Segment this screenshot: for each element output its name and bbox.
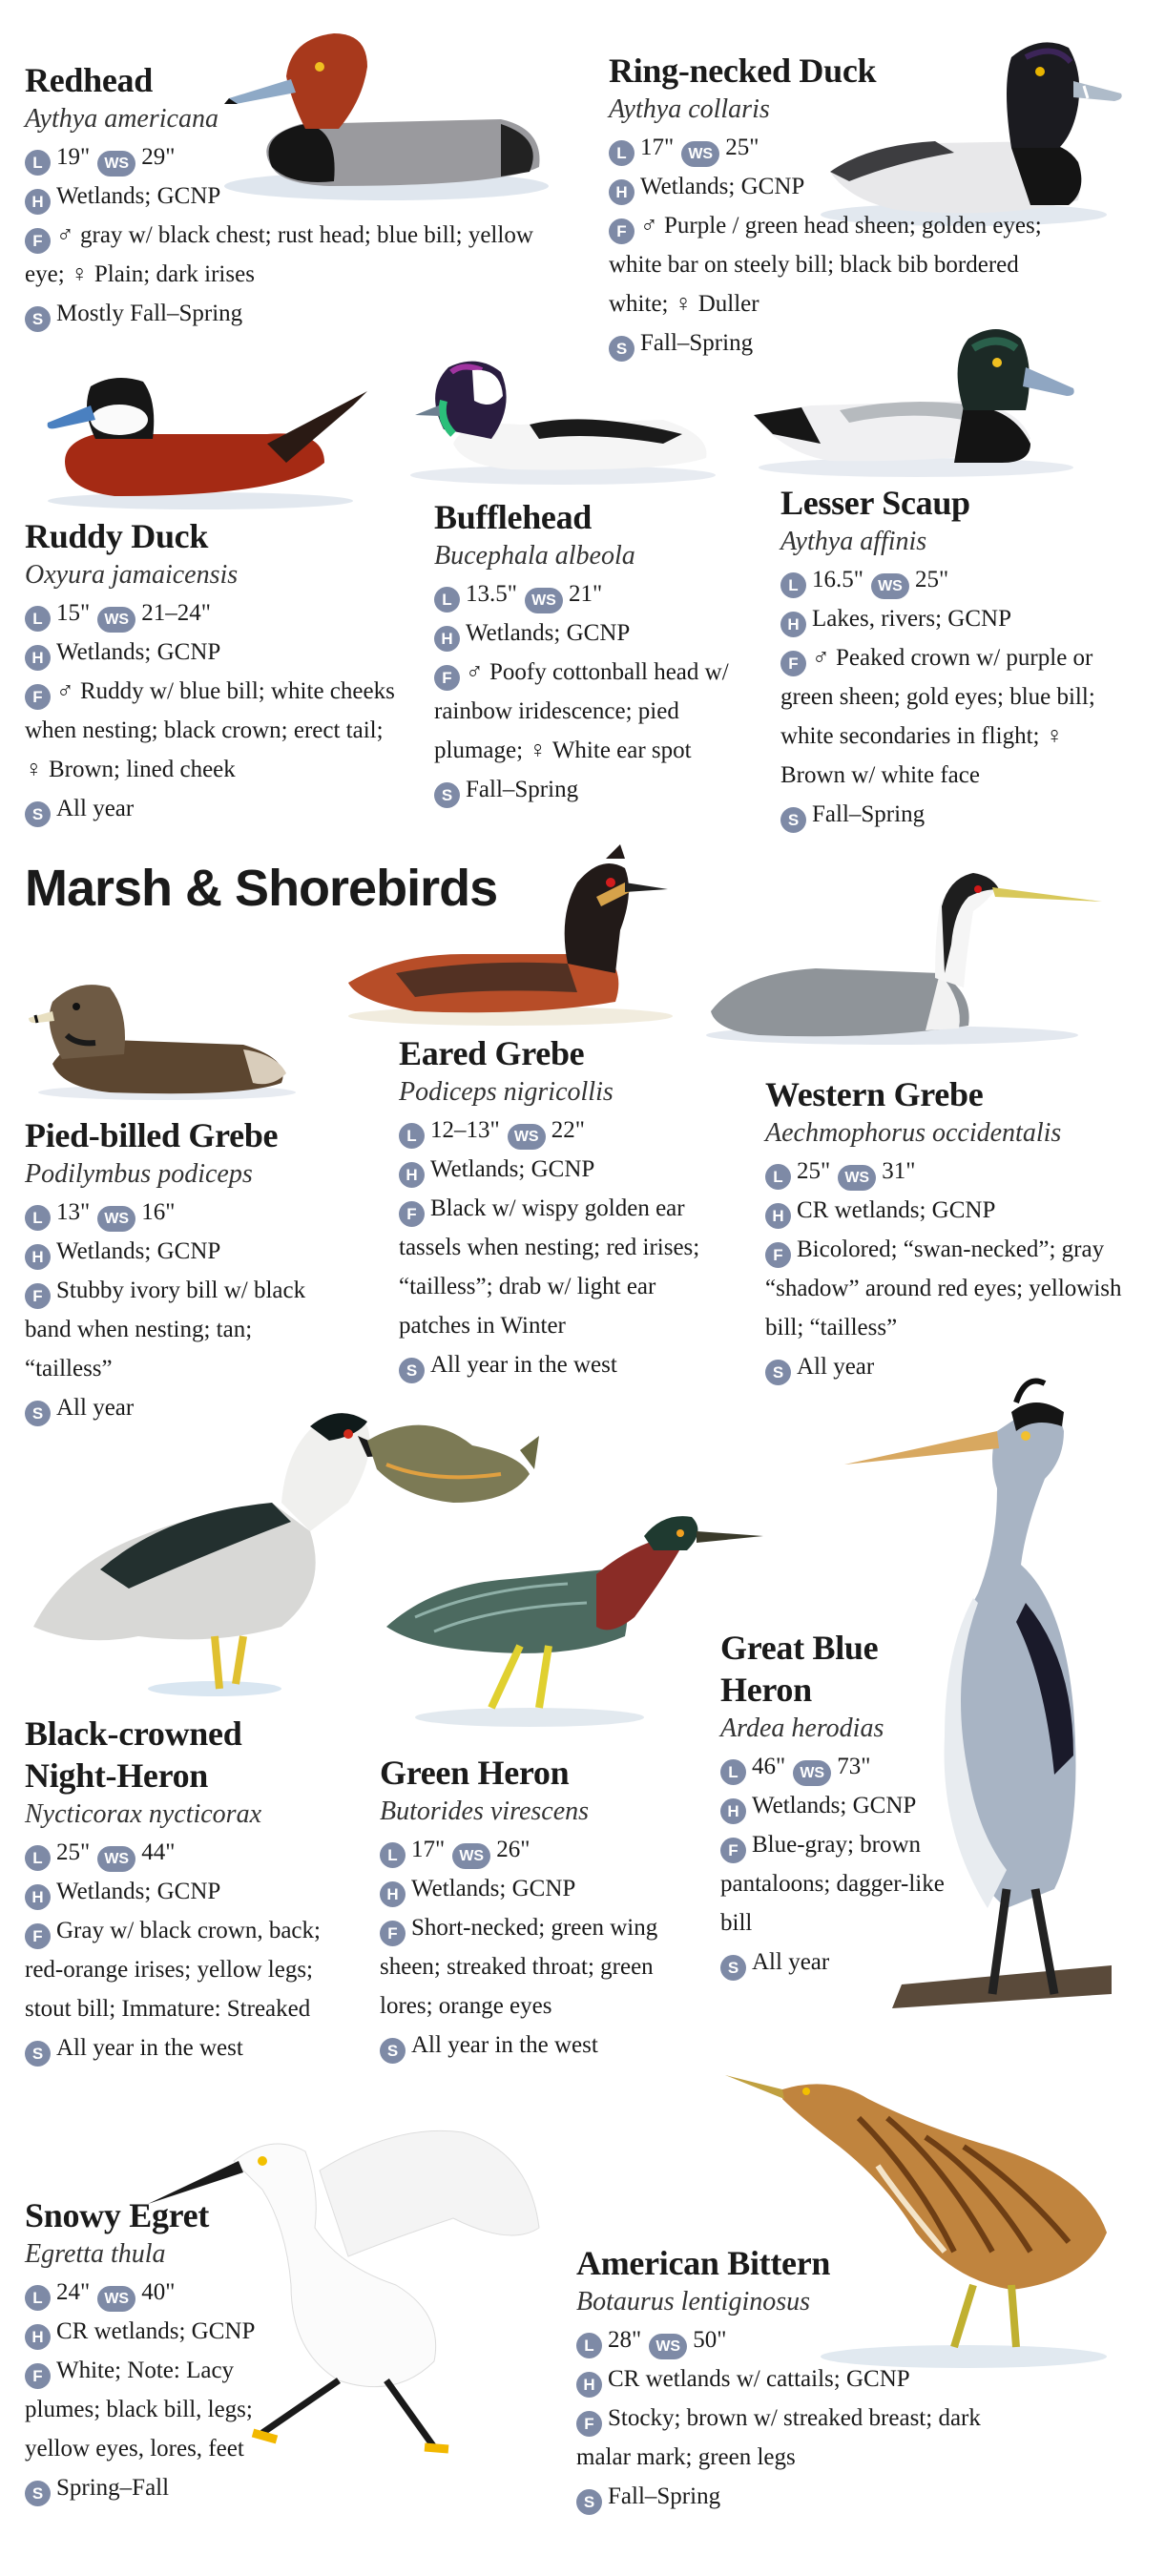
species-entry-night-heron xyxy=(25,1713,330,2067)
season-row xyxy=(25,789,406,828)
season-value: Fall–Spring xyxy=(466,777,579,802)
size-row xyxy=(25,137,545,177)
size-row xyxy=(25,2273,454,2312)
habitat-row xyxy=(25,1872,330,1911)
habitat-row xyxy=(25,177,545,216)
size-row xyxy=(780,560,1124,599)
length-value: 15" xyxy=(56,600,91,626)
species-entry-western-grebe xyxy=(765,1073,1123,1386)
habitat-icon: H xyxy=(720,1798,746,1824)
field-marks-value: Stocky; brown w/ streaked breast; dark malar mark; green legs xyxy=(576,2405,981,2470)
species-name: Ruddy Duck xyxy=(25,517,209,555)
length-value: 13.5" xyxy=(466,581,517,607)
field-marks-icon: F xyxy=(720,1838,746,1863)
ruddy-duck-illustration xyxy=(38,367,382,510)
season-row xyxy=(609,323,1076,363)
length-icon: L xyxy=(720,1759,746,1785)
field-marks-row xyxy=(25,216,545,294)
habitat-value: Wetlands; GCNP xyxy=(752,1793,917,1818)
habitat-row xyxy=(380,1869,704,1908)
length-value: 24" xyxy=(56,2279,91,2305)
wingspan-value: 22" xyxy=(551,1117,585,1143)
scientific-name: Oxyura jamaicensis xyxy=(25,560,239,590)
habitat-value: Wetlands; GCNP xyxy=(56,183,221,209)
field-marks-icon: F xyxy=(399,1201,425,1227)
season-row xyxy=(25,294,545,333)
season-row xyxy=(576,2477,1111,2516)
green-heron-illustration xyxy=(377,1493,768,1732)
field-marks-row xyxy=(25,672,406,789)
habitat-row xyxy=(25,2312,454,2351)
season-icon: S xyxy=(780,807,806,833)
habitat-icon: H xyxy=(780,612,806,637)
season-icon: S xyxy=(434,782,460,808)
scientific-name: Podilymbus podiceps xyxy=(25,1159,253,1189)
length-value: 25" xyxy=(797,1158,831,1184)
length-icon: L xyxy=(399,1123,425,1149)
scientific-name: Aechmophorus occidentalis xyxy=(765,1118,1062,1148)
season-row xyxy=(399,1345,718,1384)
field-marks-row xyxy=(434,653,768,770)
field-marks-icon: F xyxy=(25,1923,51,1949)
wingspan-value: 73" xyxy=(837,1754,871,1779)
wingspan-value: 44" xyxy=(141,1839,176,1865)
season-value: All year xyxy=(797,1354,875,1380)
length-icon: L xyxy=(25,150,51,176)
season-value: Fall–Spring xyxy=(608,2483,721,2509)
season-icon: S xyxy=(380,2038,406,2064)
species-entry-american-bittern xyxy=(576,2242,1111,2516)
field-marks-value: ♂ gray w/ black chest; rust head; blue bill; yellow eye; ♀ Plain; dark irises xyxy=(25,222,533,287)
field-marks-row xyxy=(25,1911,330,2028)
field-marks-row xyxy=(25,2351,311,2468)
habitat-icon: H xyxy=(380,1881,406,1907)
field-marks-row xyxy=(765,1230,1123,1347)
habitat-value: Lakes, rivers; GCNP xyxy=(812,606,1011,632)
length-icon: L xyxy=(380,1842,406,1868)
field-marks-value: Black w/ wispy golden ear tassels when nesting; red irises; “tailless”; drab w/ light ear patches in Winter xyxy=(399,1195,700,1339)
wingspan-value: 26" xyxy=(496,1837,530,1862)
wingspan-icon: WS xyxy=(97,607,135,633)
field-marks-value: ♂ Purple / green head sheen; golden eyes; white bar on steely bill; black bib bordered white; ♀ Duller xyxy=(609,213,1042,317)
field-marks-value: ♂ Ruddy w/ blue bill; white cheeks when nesting; black crown; erect tail; ♀ Brown; lined cheek xyxy=(25,678,395,782)
habitat-row xyxy=(609,167,1076,206)
western-grebe-illustration xyxy=(701,859,1107,1049)
length-icon: L xyxy=(25,1845,51,1871)
size-row xyxy=(25,1833,330,1872)
field-marks-value: Bicolored; “swan-necked”; gray “shadow” around red eyes; yellowish bill; “tailless” xyxy=(765,1236,1122,1340)
wingspan-value: 50" xyxy=(693,2327,727,2353)
wingspan-icon: WS xyxy=(508,1124,546,1150)
size-row xyxy=(765,1152,1123,1191)
bufflehead-illustration xyxy=(396,353,725,487)
field-marks-row xyxy=(25,1271,330,1388)
season-icon: S xyxy=(399,1358,425,1383)
habitat-value: Wetlands; GCNP xyxy=(56,639,221,665)
habitat-row xyxy=(434,613,768,653)
length-icon: L xyxy=(780,572,806,598)
wingspan-icon: WS xyxy=(97,1206,135,1232)
season-icon: S xyxy=(25,2041,51,2067)
size-row xyxy=(720,1747,954,1786)
length-icon: L xyxy=(25,1205,51,1231)
wingspan-value: 29" xyxy=(141,144,176,170)
species-entry-eared-grebe xyxy=(399,1032,718,1384)
wingspan-icon: WS xyxy=(681,141,719,167)
habitat-value: Wetlands; GCNP xyxy=(640,174,805,199)
size-row xyxy=(25,593,406,633)
length-icon: L xyxy=(765,1164,791,1190)
species-name: Western Grebe xyxy=(765,1075,984,1113)
field-marks-value: Gray w/ black crown, back; red-orange irises; yellow legs; stout bill; Immature: Streaked xyxy=(25,1918,321,2022)
species-name: Lesser Scaup xyxy=(780,484,970,522)
season-icon: S xyxy=(609,336,635,362)
species-entry-pied-billed-grebe xyxy=(25,1114,330,1427)
size-row xyxy=(399,1111,718,1150)
habitat-icon: H xyxy=(25,645,51,671)
length-icon: L xyxy=(576,2333,602,2358)
size-row xyxy=(434,574,768,613)
season-row xyxy=(434,770,768,809)
season-value: Fall–Spring xyxy=(812,801,926,827)
season-icon: S xyxy=(25,306,51,332)
wingspan-icon: WS xyxy=(871,573,909,599)
length-value: 46" xyxy=(752,1754,786,1779)
field-marks-value: ♂ Poofy cottonball head w/ rainbow iridescence; pied plumage; ♀ White ear spot xyxy=(434,659,729,763)
wingspan-icon: WS xyxy=(793,1760,831,1786)
habitat-row xyxy=(399,1150,718,1189)
season-row xyxy=(780,795,1124,834)
season-value: All year in the west xyxy=(411,2032,598,2058)
wingspan-icon: WS xyxy=(649,2334,687,2359)
field-marks-row xyxy=(609,206,1076,323)
species-entry-green-heron xyxy=(380,1752,704,2065)
section-title: Marsh & Shorebirds xyxy=(25,860,498,917)
habitat-row xyxy=(720,1786,954,1825)
species-entry-ruddy-duck xyxy=(25,515,406,828)
species-entry-ring-necked-duck xyxy=(609,50,1076,363)
length-value: 28" xyxy=(608,2327,642,2353)
habitat-row xyxy=(780,599,1124,638)
scientific-name: Nycticorax nycticorax xyxy=(25,1799,262,1829)
season-icon: S xyxy=(25,801,51,827)
scientific-name: Ardea herodias xyxy=(720,1714,884,1743)
scientific-name: Botaurus lentiginosus xyxy=(576,2287,811,2316)
scientific-name: Aythya americana xyxy=(25,104,218,134)
habitat-icon: H xyxy=(576,2372,602,2398)
length-icon: L xyxy=(25,606,51,632)
habitat-icon: H xyxy=(25,1884,51,1910)
length-icon: L xyxy=(25,2285,51,2311)
wingspan-icon: WS xyxy=(452,1843,490,1869)
habitat-row xyxy=(765,1191,1123,1230)
species-entry-lesser-scaup xyxy=(780,482,1124,834)
habitat-value: Wetlands; GCNP xyxy=(466,620,631,646)
size-row xyxy=(25,1193,330,1232)
season-row xyxy=(25,1388,330,1427)
length-value: 12–13" xyxy=(430,1117,500,1143)
season-icon: S xyxy=(720,1955,746,1981)
habitat-value: Wetlands; GCNP xyxy=(56,1238,221,1264)
field-marks-value: Stubby ivory bill w/ black band when nesting; tan; “tailless” xyxy=(25,1278,306,1381)
scientific-name: Bucephala albeola xyxy=(434,541,635,571)
field-marks-row xyxy=(720,1825,954,1942)
size-row xyxy=(609,128,1076,167)
species-name: Eared Grebe xyxy=(399,1034,585,1072)
species-name: Black-crowned Night-Heron xyxy=(25,1714,242,1795)
scientific-name: Aythya affinis xyxy=(780,527,927,556)
length-value: 16.5" xyxy=(812,567,863,592)
scientific-name: Podiceps nigricollis xyxy=(399,1077,614,1107)
field-marks-value: Blue-gray; brown pantaloons; dagger-like bill xyxy=(720,1832,945,1936)
season-value: All year xyxy=(752,1949,830,1975)
habitat-icon: H xyxy=(25,189,51,215)
habitat-value: CR wetlands; GCNP xyxy=(797,1197,996,1223)
scientific-name: Egretta thula xyxy=(25,2239,166,2269)
wingspan-value: 25" xyxy=(725,135,759,160)
wingspan-value: 40" xyxy=(141,2279,176,2305)
length-value: 19" xyxy=(56,144,91,170)
field-marks-row xyxy=(576,2399,987,2477)
season-icon: S xyxy=(25,2481,51,2506)
size-row xyxy=(576,2320,1111,2359)
pied-billed-grebe-illustration xyxy=(24,968,301,1102)
field-marks-icon: F xyxy=(780,651,806,676)
scientific-name: Butorides virescens xyxy=(380,1797,590,1826)
season-row xyxy=(25,2468,454,2507)
season-row xyxy=(380,2025,704,2065)
field-marks-icon: F xyxy=(765,1242,791,1268)
season-icon: S xyxy=(576,2489,602,2515)
habitat-value: CR wetlands w/ cattails; GCNP xyxy=(608,2366,910,2392)
season-value: All year in the west xyxy=(430,1352,617,1378)
season-value: All year xyxy=(56,796,135,821)
season-value: All year xyxy=(56,1395,135,1421)
habitat-value: CR wetlands; GCNP xyxy=(56,2318,256,2344)
season-value: Mostly Fall–Spring xyxy=(56,301,243,326)
wingspan-icon: WS xyxy=(97,1846,135,1872)
field-marks-value: Short-necked; green wing sheen; streaked throat; green lores; orange eyes xyxy=(380,1915,658,2019)
wingspan-value: 16" xyxy=(141,1199,176,1225)
season-row xyxy=(765,1347,1123,1386)
season-value: All year in the west xyxy=(56,2035,243,2061)
species-name: Snowy Egret xyxy=(25,2196,210,2234)
wingspan-icon: WS xyxy=(97,151,135,177)
season-value: Fall–Spring xyxy=(640,330,754,356)
habitat-value: Wetlands; GCNP xyxy=(411,1876,576,1901)
scientific-name: Aythya collaris xyxy=(609,94,770,124)
wingspan-value: 21" xyxy=(568,581,603,607)
season-icon: S xyxy=(765,1360,791,1385)
field-marks-row xyxy=(780,638,1124,795)
habitat-value: Wetlands; GCNP xyxy=(430,1156,595,1182)
field-marks-icon: F xyxy=(25,228,51,254)
field-marks-icon: F xyxy=(380,1921,406,1946)
length-value: 13" xyxy=(56,1199,91,1225)
habitat-row xyxy=(576,2359,1111,2399)
species-entry-snowy-egret xyxy=(25,2194,454,2507)
wingspan-icon: WS xyxy=(97,2286,135,2312)
species-name: Pied-billed Grebe xyxy=(25,1116,279,1154)
species-name: Ring-necked Duck xyxy=(609,52,877,90)
season-value: Spring–Fall xyxy=(56,2475,170,2501)
field-marks-icon: F xyxy=(25,2363,51,2389)
habitat-row xyxy=(25,1232,330,1271)
habitat-value: Wetlands; GCNP xyxy=(56,1879,221,1904)
species-entry-redhead xyxy=(25,59,545,333)
length-value: 25" xyxy=(56,1839,91,1865)
length-icon: L xyxy=(434,587,460,613)
habitat-icon: H xyxy=(25,2324,51,2350)
field-marks-value: White; Note: Lacy plumes; black bill, legs; yellow eyes, lores, feet xyxy=(25,2358,253,2462)
species-entry-bufflehead xyxy=(434,496,768,809)
habitat-icon: H xyxy=(25,1244,51,1270)
species-name: American Bittern xyxy=(576,2244,831,2282)
wingspan-icon: WS xyxy=(525,588,563,613)
habitat-icon: H xyxy=(434,626,460,652)
habitat-icon: H xyxy=(609,179,635,205)
field-marks-value: ♂ Peaked crown w/ purple or green sheen; gold eyes; blue bill; white secondaries in flight; ♀ Brown w/ white face xyxy=(780,645,1095,788)
wingspan-value: 31" xyxy=(882,1158,916,1184)
field-marks-icon: F xyxy=(609,218,635,244)
habitat-row xyxy=(25,633,406,672)
field-marks-row xyxy=(380,1908,704,2025)
species-name: Great Blue Heron xyxy=(720,1629,879,1709)
wingspan-value: 21–24" xyxy=(141,600,211,626)
length-value: 17" xyxy=(640,135,675,160)
field-marks-row xyxy=(399,1189,718,1345)
field-marks-icon: F xyxy=(576,2411,602,2437)
season-row xyxy=(25,2028,330,2067)
season-icon: S xyxy=(25,1401,51,1426)
wingspan-icon: WS xyxy=(838,1165,876,1191)
species-name: Green Heron xyxy=(380,1754,570,1792)
length-icon: L xyxy=(609,140,635,166)
habitat-icon: H xyxy=(765,1203,791,1229)
field-marks-icon: F xyxy=(25,684,51,710)
species-entry-great-blue-heron xyxy=(720,1627,954,1982)
field-marks-icon: F xyxy=(434,665,460,691)
season-row xyxy=(720,1942,954,1982)
species-name: Redhead xyxy=(25,61,153,99)
wingspan-value: 25" xyxy=(914,567,949,592)
habitat-icon: H xyxy=(399,1162,425,1188)
field-marks-icon: F xyxy=(25,1283,51,1309)
length-value: 17" xyxy=(411,1837,446,1862)
species-name: Bufflehead xyxy=(434,498,593,536)
size-row xyxy=(380,1830,704,1869)
